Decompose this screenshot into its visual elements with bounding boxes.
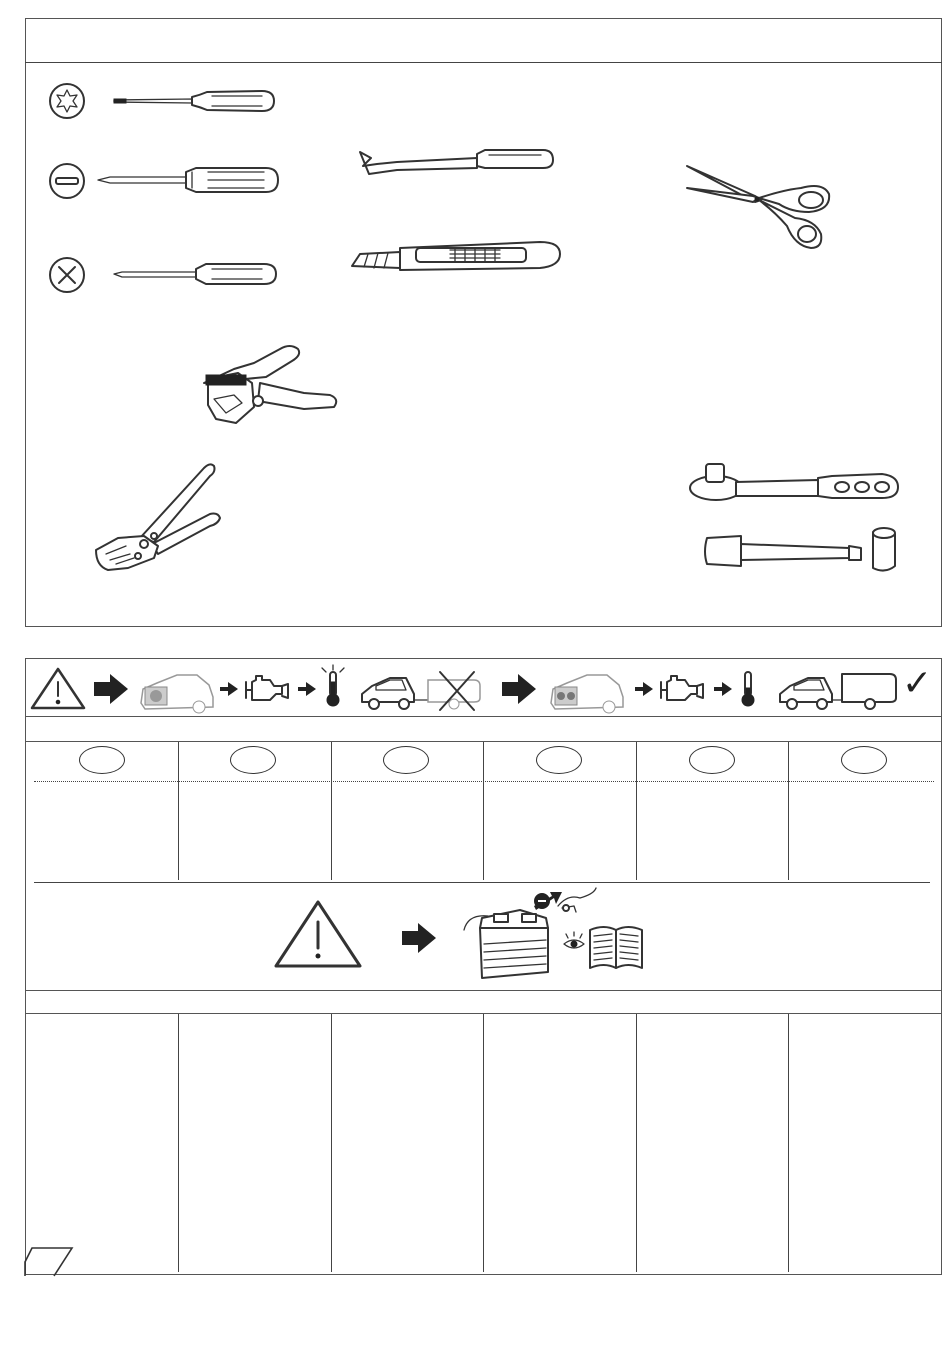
column-divider [788, 742, 789, 880]
arrow-icon [296, 680, 318, 698]
dotted-divider [34, 781, 934, 782]
temperature-icon [318, 664, 348, 710]
arrow-icon [633, 680, 655, 698]
car-front-icon [547, 663, 627, 713]
column-divider [178, 742, 179, 880]
car-front-icon [137, 663, 217, 713]
torx-head-icon [48, 82, 88, 122]
crimp-pliers-icon [92, 458, 232, 578]
socket-icon [701, 524, 901, 584]
scissors-icon [683, 160, 843, 260]
engine-warning-icon [655, 672, 707, 708]
arrow-icon [92, 672, 132, 706]
manual-icon [560, 920, 650, 980]
column-divider [331, 742, 332, 880]
phillips-head-icon [48, 256, 88, 296]
towing-crossed-icon [358, 666, 488, 714]
check-icon: ✓ [902, 663, 933, 704]
engine-warning-icon [240, 672, 292, 708]
column-divider [331, 1014, 332, 1272]
phillips-screwdriver-icon [112, 260, 282, 290]
table-1-header [25, 716, 942, 742]
section-divider [34, 882, 930, 883]
temperature-icon [733, 664, 763, 710]
warning-icon [30, 666, 90, 712]
arrow-icon [400, 921, 440, 955]
trim-tool-icon [357, 146, 557, 180]
column-badge [689, 746, 735, 774]
column-badge [536, 746, 582, 774]
column-badge [230, 746, 276, 774]
wire-stripper-icon [194, 343, 344, 433]
flat-screwdriver-icon [96, 164, 286, 198]
column-badge [841, 746, 887, 774]
column-divider [636, 1014, 637, 1272]
warning-icon [274, 898, 364, 970]
arrow-icon [712, 680, 734, 698]
tools-panel-header-divider [25, 62, 942, 63]
towing-ok-icon [776, 666, 906, 714]
column-badge [383, 746, 429, 774]
column-divider [636, 742, 637, 880]
column-divider [483, 1014, 484, 1272]
arrow-icon [500, 672, 540, 706]
torx-screwdriver-icon [112, 87, 282, 117]
cutter-icon [350, 236, 565, 276]
page-corner-marker [24, 1244, 84, 1278]
column-divider [483, 742, 484, 880]
column-divider [788, 1014, 789, 1272]
column-badge [79, 746, 125, 774]
column-divider [178, 1014, 179, 1272]
table-2-header [25, 990, 942, 1014]
flat-head-icon [48, 162, 88, 202]
arrow-icon [218, 680, 240, 698]
ratchet-icon [686, 458, 906, 518]
